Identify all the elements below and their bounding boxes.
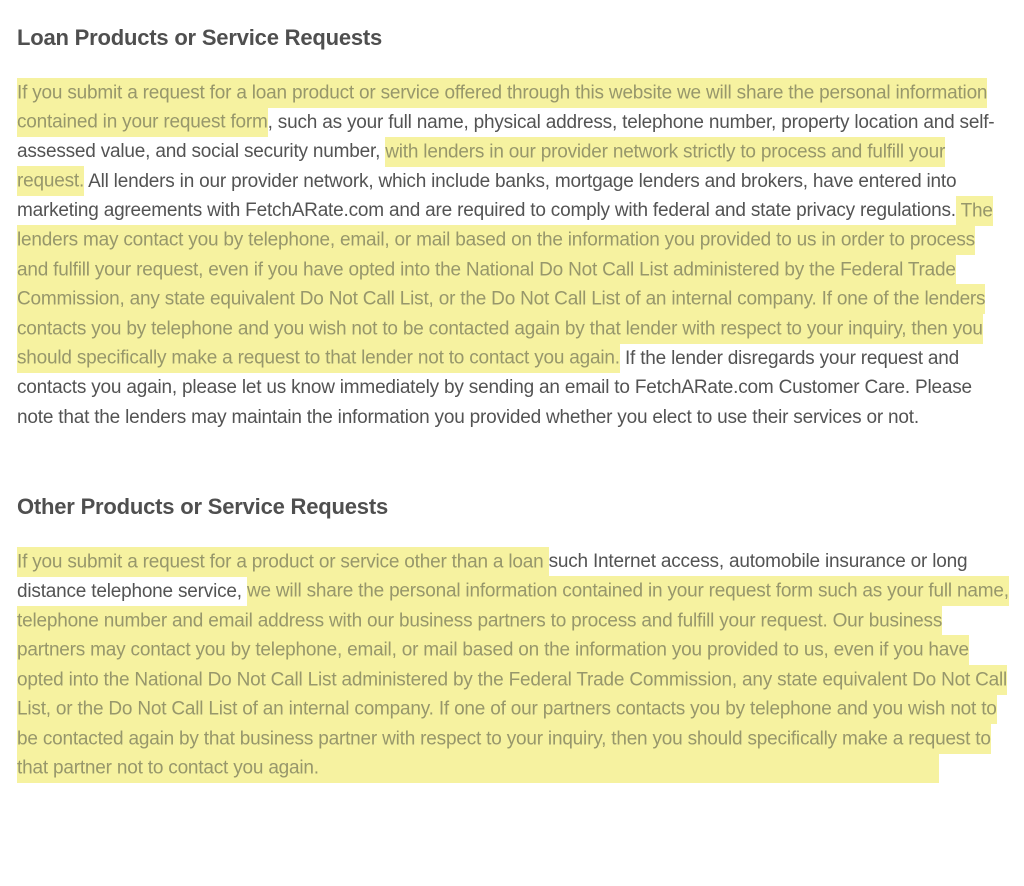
section-paragraph	[17, 547, 1010, 783]
highlighted-text-segment: The lenders may contact you by telephone, email, or mail based on the information you provided to us in order to process and fulfill your request, even if you have opted into the National Do Not Call List administered by the Federal Trade Commission, any state equivalent Do Not Call List, or the Do Not Call List of an internal company. If one of the lenders contacts you by telephone and you wish not to be contacted again by that lender with respect to your inquiry, then you should specifically make a request to that lender not to contact you again.	[17, 196, 993, 374]
section-heading: Other Products or Service Requests	[17, 494, 388, 519]
section-heading: Loan Products or Service Requests	[17, 25, 383, 50]
section-other-products	[17, 494, 1010, 783]
section-loan-products	[17, 25, 1010, 432]
highlighted-text-segment: with lenders in our provider network strictly to process and fulfill your request.	[17, 137, 945, 197]
highlighted-text-segment: we will share the personal information contained in your request form such as your full name, telephone number and email address with our business partners to process and fulfill your request. Our business partners may contact you by telephone, email, or mail based on the information you provided to us, even if you have opted into the National Do Not Call List administered by the Federal Trade Commission, any state equivalent Do Not Call List, or the Do Not Call List of an internal company. If one of our partners contacts you by telephone and you wish not to be contacted again by that business partner with respect to your inquiry, then you should specifically make a request to that partner not to contact you again.	[17, 576, 1009, 783]
highlighted-text-segment: If you submit a request for a loan product or service offered through this website we will share the personal information contained in your request form	[17, 78, 987, 138]
highlighted-text-segment: If you submit a request for a product or service other than a loan	[17, 547, 549, 577]
section-paragraph	[17, 78, 1010, 432]
text-segment: such Internet access, automobile insurance or long distance telephone service,	[17, 551, 968, 602]
text-segment: If the lender disregards your request and contacts you again, please let us know immediately by sending an email to FetchARate.com Customer Care. Please note that the lenders may maintain the information you provided whether you elect to use their services or not.	[17, 347, 972, 428]
text-segment: , such as your full name, physical address, telephone number, property location and self-assessed value, and social security number,	[17, 111, 995, 162]
text-segment: All lenders in our provider network, which include banks, mortgage lenders and brokers, have entered into marketing agreements with FetchARate.com and are required to comply with federal and state privacy regulations.	[17, 170, 957, 221]
